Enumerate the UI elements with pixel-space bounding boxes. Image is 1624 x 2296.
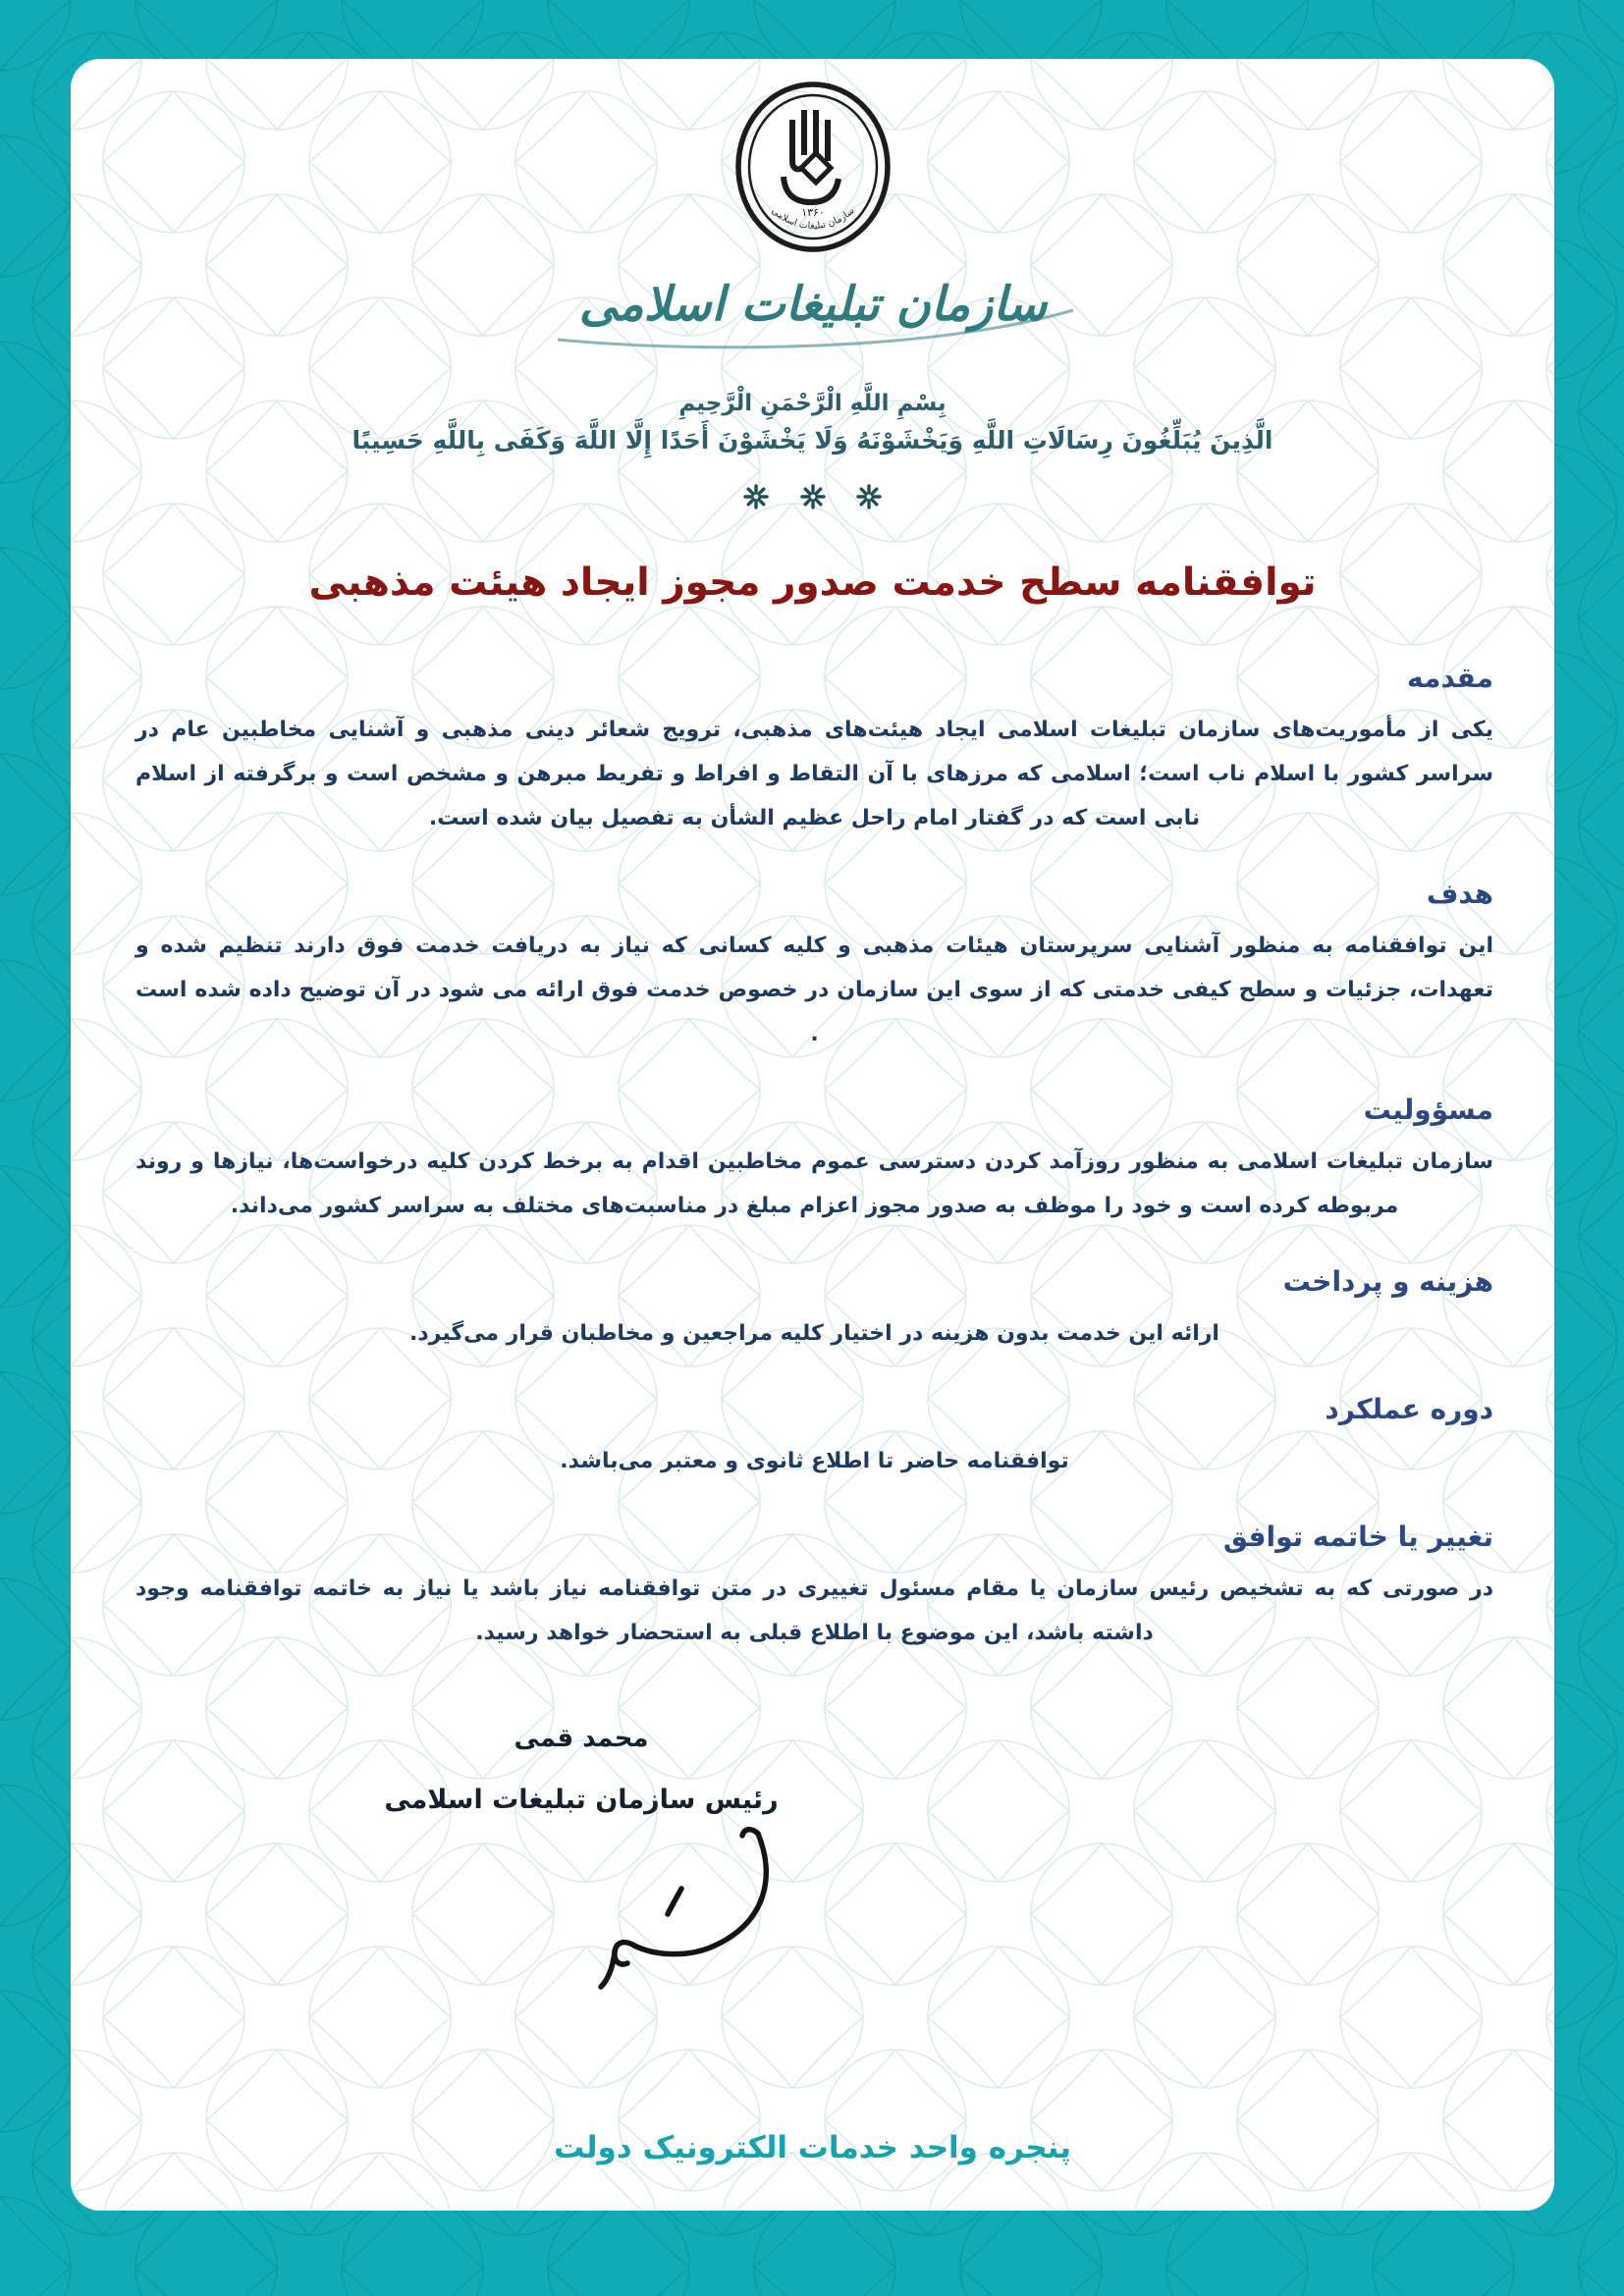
section-heading: مقدمه	[1407, 662, 1493, 694]
section-body: این توافقنامه به منظور آشنایی سرپرستان هیئات مذهبی و کلیه کسانی که نیاز به دریافت خدمت فوق دارند تنظیم شده و تعهدات، جزئیات و سطح کیفی خدمتی که از سوی این سازمان در خصوص خدمت فوق ارائه می شود در آن توضیح داده شده است .	[135, 934, 1493, 1046]
section-heading: مسؤولیت	[1363, 1094, 1493, 1126]
section-body: یکی از مأموریت‌های سازمان تبلیغات اسلامی ایجاد هیئت‌های مذهبی، ترویج شعائر دینی مذهبی و آشنایی مخاطبین عام در سراسر کشور با اسلام ناب است؛ اسلامی که مرزهای با آن التقاط و افراط و تفریط مبرهن و مشخص است و برگرفته از اسلام نابی است که در گفتار امام راحل عظیم الشأن به تفصیل بیان شده است.	[135, 718, 1493, 830]
section-goal	[135, 878, 1493, 1056]
section-heading: دوره عملکرد	[1325, 1393, 1493, 1425]
section-change-termination	[135, 1521, 1493, 1655]
organization-emblem-icon	[729, 79, 897, 255]
footer-text: پنجره واحد خدمات الکترونیک دولت	[554, 2130, 1071, 2165]
signature-block	[71, 1724, 1554, 2048]
signatory-name: محمد قمی	[514, 1724, 649, 1753]
section-performance-period	[135, 1393, 1493, 1483]
emblem-arc-text: سازمان تبلیغات اسلامی	[768, 205, 857, 232]
section-cost-payment	[135, 1265, 1493, 1356]
section-introduction	[135, 662, 1493, 840]
organization-emblem	[71, 79, 1554, 259]
quran-verse: الَّذِينَ يُبَلِّغُونَ رِسَالَاتِ اللَّهِ وَيَخْشَوْنَهُ وَلَا يَخْشَوْنَ أَحَدًا إِلَّا اللَّهَ وَكَفَى بِاللَّهِ حَسِيبًا	[352, 426, 1273, 454]
section-body: در صورتی که به تشخیص رئیس سازمان یا مقام مسئول تغییری در متن توافقنامه نیاز باشد یا نیاز به خاتمه توافقنامه وجود داشته باشد، این موضوع با اطلاع قبلی به استحضار خواهد رسید.	[135, 1576, 1493, 1645]
svg-text:سازمان تبلیغات اسلامی: سازمان تبلیغات اسلامی	[578, 277, 1047, 332]
signatory-title: رئیس سازمان تبلیغات اسلامی	[384, 1785, 779, 1815]
separator	[71, 484, 1554, 509]
flower-separator-icon	[856, 484, 882, 509]
page-frame	[71, 59, 1554, 2211]
document-content	[71, 59, 1554, 2211]
signature-scribble	[532, 1824, 827, 2020]
bismillah-text: بِسْمِ اللَّهِ الْرَّحْمَنِ الْرَّحِيمِ	[678, 391, 947, 416]
section-body: ارائه این خدمت بدون هزینه در اختیار کلیه مراجعین و مخاطبان قرار می‌گیرد.	[409, 1321, 1219, 1346]
section-heading: هزینه و پرداخت	[1282, 1265, 1493, 1298]
flower-separator-icon	[800, 484, 826, 509]
sections	[71, 662, 1554, 1655]
organization-wordmark-text	[499, 263, 1127, 359]
section-heading: تغییر یا خاتمه توافق	[1222, 1521, 1493, 1553]
section-responsibility	[135, 1094, 1493, 1228]
organization-wordmark	[71, 263, 1554, 363]
emblem-year: ۱۳۶۰	[800, 206, 825, 219]
flower-separator-icon	[743, 484, 769, 509]
section-body: سازمان تبلیغات اسلامی به منظور روزآمد کردن دسترسی عموم مخاطبین اقدام به برخط کردن کلیه درخواست‌ها، نیازها و روند مربوطه کرده است و خود را موظف به صدور مجوز اعزام مبلغ در مناسبت‌های مختلف به سراسر کشور می‌داند.	[135, 1149, 1493, 1218]
section-heading: هدف	[1426, 878, 1493, 910]
section-body: توافقنامه حاضر تا اطلاع ثانوی و معتبر می‌باشد.	[560, 1449, 1069, 1473]
document-title: توافقنامه سطح خدمت صدور مجوز ایجاد هیئت مذهبی	[308, 561, 1317, 605]
